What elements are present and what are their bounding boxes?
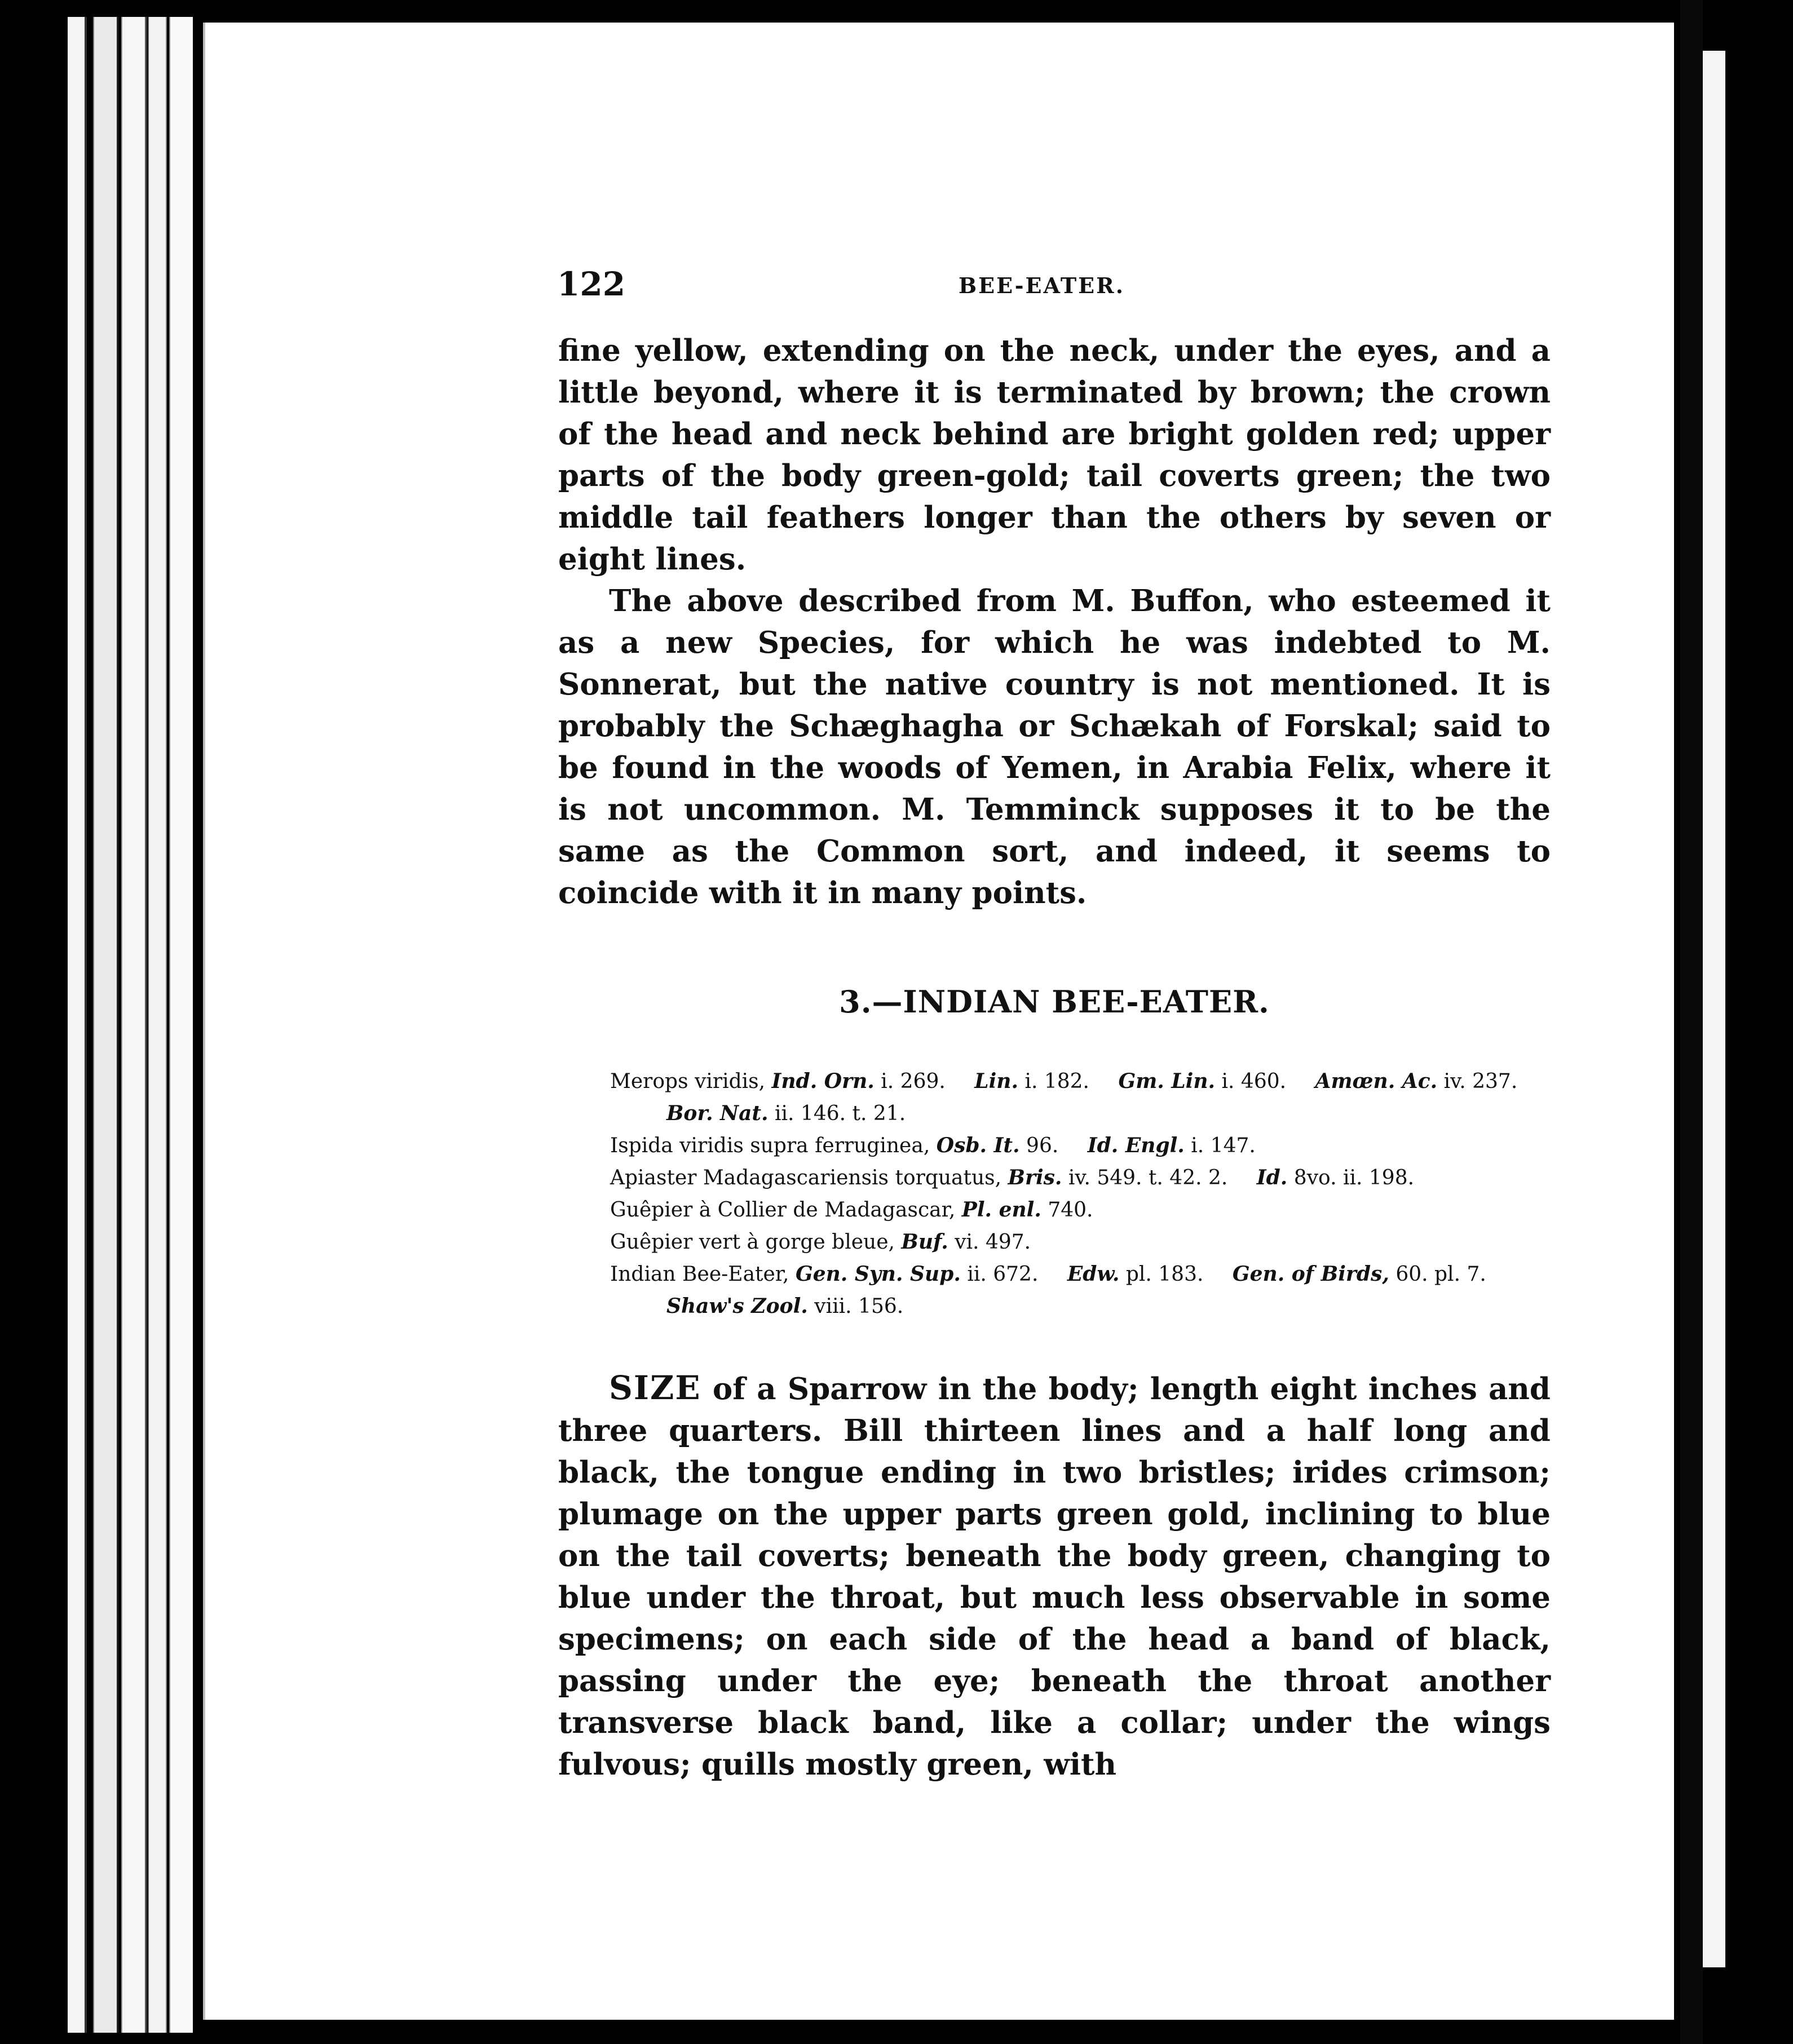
reference-title: Pl. enl. <box>961 1198 1041 1222</box>
reference-location: 96. <box>1026 1134 1059 1157</box>
reference-title: Gen. of Birds, <box>1232 1262 1389 1286</box>
synonym-line <box>610 1290 1552 1322</box>
reference-location: i. 182. <box>1024 1070 1089 1093</box>
reference-title: Amœn. Ac. <box>1315 1069 1438 1093</box>
paragraph <box>558 1367 1551 1785</box>
synonym-name: Ispida viridis supra ferruginea, <box>610 1134 930 1157</box>
synonym-line <box>610 1226 1552 1258</box>
reference-location: ii. 672. <box>967 1263 1039 1286</box>
reference-location: 8vo. ii. 198. <box>1293 1166 1415 1189</box>
reference-location: vi. 497. <box>955 1231 1031 1254</box>
reference-location: iv. 549. t. 42. 2. <box>1068 1166 1228 1189</box>
reference-location: 740. <box>1048 1198 1093 1222</box>
reference-location: i. 147. <box>1191 1134 1256 1157</box>
reference-title: Ind. Orn. <box>771 1069 875 1093</box>
synonymy-list <box>610 1065 1552 1322</box>
reference-title: Bor. Nat. <box>666 1101 769 1125</box>
reference-title: Gm. Lin. <box>1118 1069 1216 1093</box>
synonym-line <box>610 1098 1552 1130</box>
reference-location: 60. pl. 7. <box>1395 1263 1486 1286</box>
reference-title: Bris. <box>1008 1166 1062 1189</box>
synonym-line <box>610 1130 1552 1162</box>
reference-location: iv. 237. <box>1443 1070 1518 1093</box>
synonym-name: Guêpier vert à gorge bleue, <box>610 1231 895 1254</box>
page-number: 122 <box>557 265 626 303</box>
species-heading: 3.—INDIAN BEE-EATER. <box>839 984 1270 1020</box>
synonym-name: Indian Bee-Eater, <box>610 1263 789 1286</box>
reference-title: Id. <box>1256 1166 1288 1189</box>
running-head <box>557 265 1549 310</box>
synonym-name: Merops viridis, <box>610 1070 766 1093</box>
paragraph: The above described from M. Buffon, who esteemed it as a new Species, for which he was indebted to M. Sonnerat, but the native country is not mentioned. It is probably the Schæghagha or Schækah of Forskal; said to be found in the woods of Yemen, in Arabia Felix, where it is not uncommon. M. Temminck supposes it to be the same as the Common sort, and indeed, it seems to coincide with it in many points. <box>558 583 1551 910</box>
reference-title: Id. Engl. <box>1087 1134 1185 1157</box>
continuation-text <box>558 330 1551 914</box>
reference-title: Edw. <box>1067 1262 1120 1286</box>
reference-location: viii. 156. <box>814 1295 904 1318</box>
reference-location: i. 460. <box>1221 1070 1287 1093</box>
synonym-line <box>610 1162 1552 1194</box>
description-text <box>558 1367 1551 1785</box>
book-page-edge <box>68 17 87 2033</box>
next-page-edge <box>1703 51 1725 1967</box>
size-lead-word: SIZE <box>609 1369 701 1407</box>
synonym-name: Apiaster Madagascariensis torquatus, <box>610 1166 1002 1189</box>
reference-location: ii. 146. t. 21. <box>775 1102 906 1125</box>
reference-location: i. 269. <box>881 1070 946 1093</box>
synonym-name: Guêpier à Collier de Madagascar, <box>610 1198 956 1222</box>
reference-title: Osb. It. <box>936 1134 1020 1157</box>
reference-title: Lin. <box>974 1069 1018 1093</box>
book-page-edge <box>93 17 118 2033</box>
paragraph: fine yellow, extending on the neck, under the eyes, and a little beyond, where it is terminated by brown; the crown of the head and neck behind are bright golden red; upper parts of the body green-gold; tail coverts green; the two middle tail feathers longer than the others by seven or eight lines. <box>558 333 1551 577</box>
running-title: BEE-EATER. <box>959 273 1125 298</box>
reference-location: pl. 183. <box>1125 1263 1204 1286</box>
synonym-line <box>610 1194 1552 1226</box>
book-page-edge <box>121 17 147 2033</box>
book-page-edge <box>148 17 167 2033</box>
reference-title: Shaw's Zool. <box>666 1294 808 1318</box>
reference-title: Gen. Syn. Sup. <box>795 1262 961 1286</box>
book-page-edge <box>169 17 193 2033</box>
gutter-shadow <box>1680 0 1703 2044</box>
synonym-line <box>610 1258 1552 1290</box>
paragraph-body: of a Sparrow in the body; length eight inches and three quarters. Bill thirteen lines and a half long and black, the tongue ending in two bristles; irides crimson; plumage on the upper parts green gold, inclining to blue on the tail coverts; beneath the body green, changing to blue under the throat, but much less observable in some specimens; on each side of the head a band of black, passing under the eye; beneath the throat another transverse black band, like a collar; under the wings fulvous; quills mostly green, with <box>558 1371 1551 1782</box>
synonym-line <box>610 1065 1552 1098</box>
reference-title: Buf. <box>901 1230 948 1254</box>
